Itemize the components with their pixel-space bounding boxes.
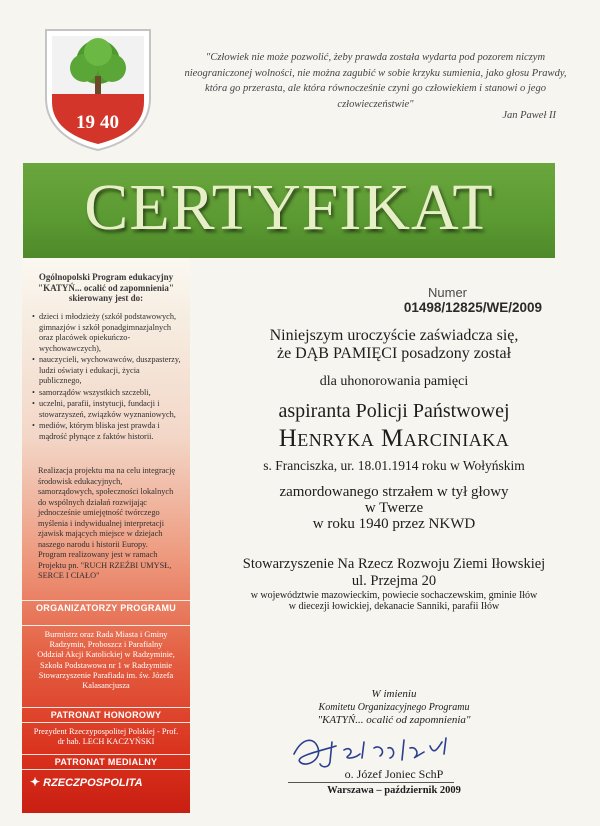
honor-line: dla uhonorowania pamięci: [319, 374, 469, 389]
murder-line-3: w roku 1940 przez NKWD: [312, 516, 476, 532]
certify-line-2: że DĄB PAMIĘCI posadzony został: [276, 345, 512, 362]
certificate-number: 01498/12825/WE/2009: [403, 300, 542, 315]
location-line-1: w województwie mazowieckim, powiecie sochaczewskim, gminie Iłów: [250, 590, 538, 601]
list-item: • uczelni, parafii, instytucji, fundacji i stowarzyszeń, związków wyznaniowych,: [32, 399, 182, 420]
organization-address: ul. Przejma 20: [351, 573, 437, 589]
honoree-name: Henryka Marciniaka: [278, 425, 510, 452]
certificate-title: CERTYFIKAT: [84, 171, 494, 244]
divider: [22, 722, 190, 723]
crest-year-left: 19: [76, 112, 95, 133]
list-item: • mediów, którym bliska jest prawda i mądrość płynące z faktów historii.: [32, 421, 182, 442]
program-audience-list: [32, 312, 182, 443]
crest-year-right: 40: [100, 112, 119, 133]
signature-program: "KATYŃ... ocalić od zapomnienia": [317, 714, 471, 726]
divider: [22, 625, 190, 626]
quote-text: "Człowiek nie może pozwolić, żeby prawda została wydarta pod pozorem niczym nieograniczonej wolności, nie można zagubić w sobie krzyku sumienia, jako głosu Prawdy, która go przerasta, ale która równocześnie czyni go człowiekiem i stanowi o jego człowieczeństwie": [184, 52, 567, 110]
rzeczpospolita-logo: [30, 775, 180, 789]
media-logo-text: RZECZPOSPOLITA: [43, 777, 143, 789]
murder-line-2: w Twerze: [364, 500, 424, 516]
program-heading: Ogólnopolski Program edukacyjny "KATYŃ... ocalić od zapomnienia" skierowany jest do:: [38, 272, 174, 304]
signature-line: [288, 782, 454, 783]
eagle-icon: ✦: [30, 775, 41, 789]
signature-intro: W imieniu: [371, 688, 417, 700]
list-item: • samorządów wszystkich szczebli,: [32, 388, 182, 399]
murder-line-1: zamordowanego strzałem w tył głowy: [279, 484, 509, 500]
divider: [22, 600, 190, 601]
signature-committee: Komitetu Organizacyjnego Programu: [318, 702, 470, 713]
list-item: • nauczycieli, wychowawców, duszpasterzy, ludzi oświaty i edukacji, życia publicznego,: [32, 355, 182, 387]
location-line-2: w diecezji łowickiej, dekanacie Sanniki, parafii Iłów: [288, 601, 500, 612]
organizers-text: Burmistrz oraz Rada Miasta i Gminy Radzymin, Proboszcz i Parafialny Oddział Akcji Katolickiej w Radzyminie, Szkoła Podstawowa nr 1 w Radzyminie Stowarzyszenie Parafiada im. św. Józefa Kalasancjusza: [37, 630, 175, 691]
program-description: Realizacja projektu ma na celu integrację środowisk edukacyjnych, samorządowych, społeczności lokalnych do wspólnych działań rozwijając jednocześnie umiejętność twórczego myślenia i indywidualnej interpretacji zjawisk mających miejsce w dziejach naszego narodu i historii Europy. Program realizowany jest w ramach Projektu pn. "RUCH RZEŹBI UMYSŁ, SERCE I CIAŁO": [38, 466, 176, 580]
katyn-crest-logo: [44, 28, 152, 152]
list-item: • dzieci i młodzieży (szkół podstawowych, gimnazjów i szkół ponadgimnazjalnych oraz placówek opiekuńczo-wychowawczych),: [32, 312, 182, 354]
signer-name: o. Józef Joniec SchP: [344, 767, 444, 781]
number-label: Numer: [428, 285, 468, 300]
patronage-heading: PATRONAT HONOROWY: [50, 710, 162, 720]
divider: [22, 754, 190, 755]
divider: [22, 707, 190, 708]
patronage-text: Prezydent Rzeczypospolitej Polskiej - Prof. dr hab. LECH KACZYŃSKI: [33, 727, 179, 746]
honoree-rank: aspiranta Policji Państwowej: [278, 400, 510, 422]
place-date: Warszawa – październik 2009: [327, 785, 461, 796]
media-heading: PATRONAT MEDIALNY: [54, 757, 158, 767]
quote-author: Jan Paweł II: [502, 110, 556, 121]
honoree-birth: s. Franciszka, ur. 18.01.1914 roku w Wołyńskim: [263, 458, 525, 473]
planting-organization: Stowarzyszenie Na Rzecz Rozwoju Ziemi Iłowskiej: [242, 556, 546, 572]
certify-line-1: Niniejszym uroczyście zaświadcza się,: [269, 327, 519, 344]
organizers-heading: ORGANIZATORZY PROGRAMU: [36, 603, 177, 613]
divider: [22, 769, 190, 770]
